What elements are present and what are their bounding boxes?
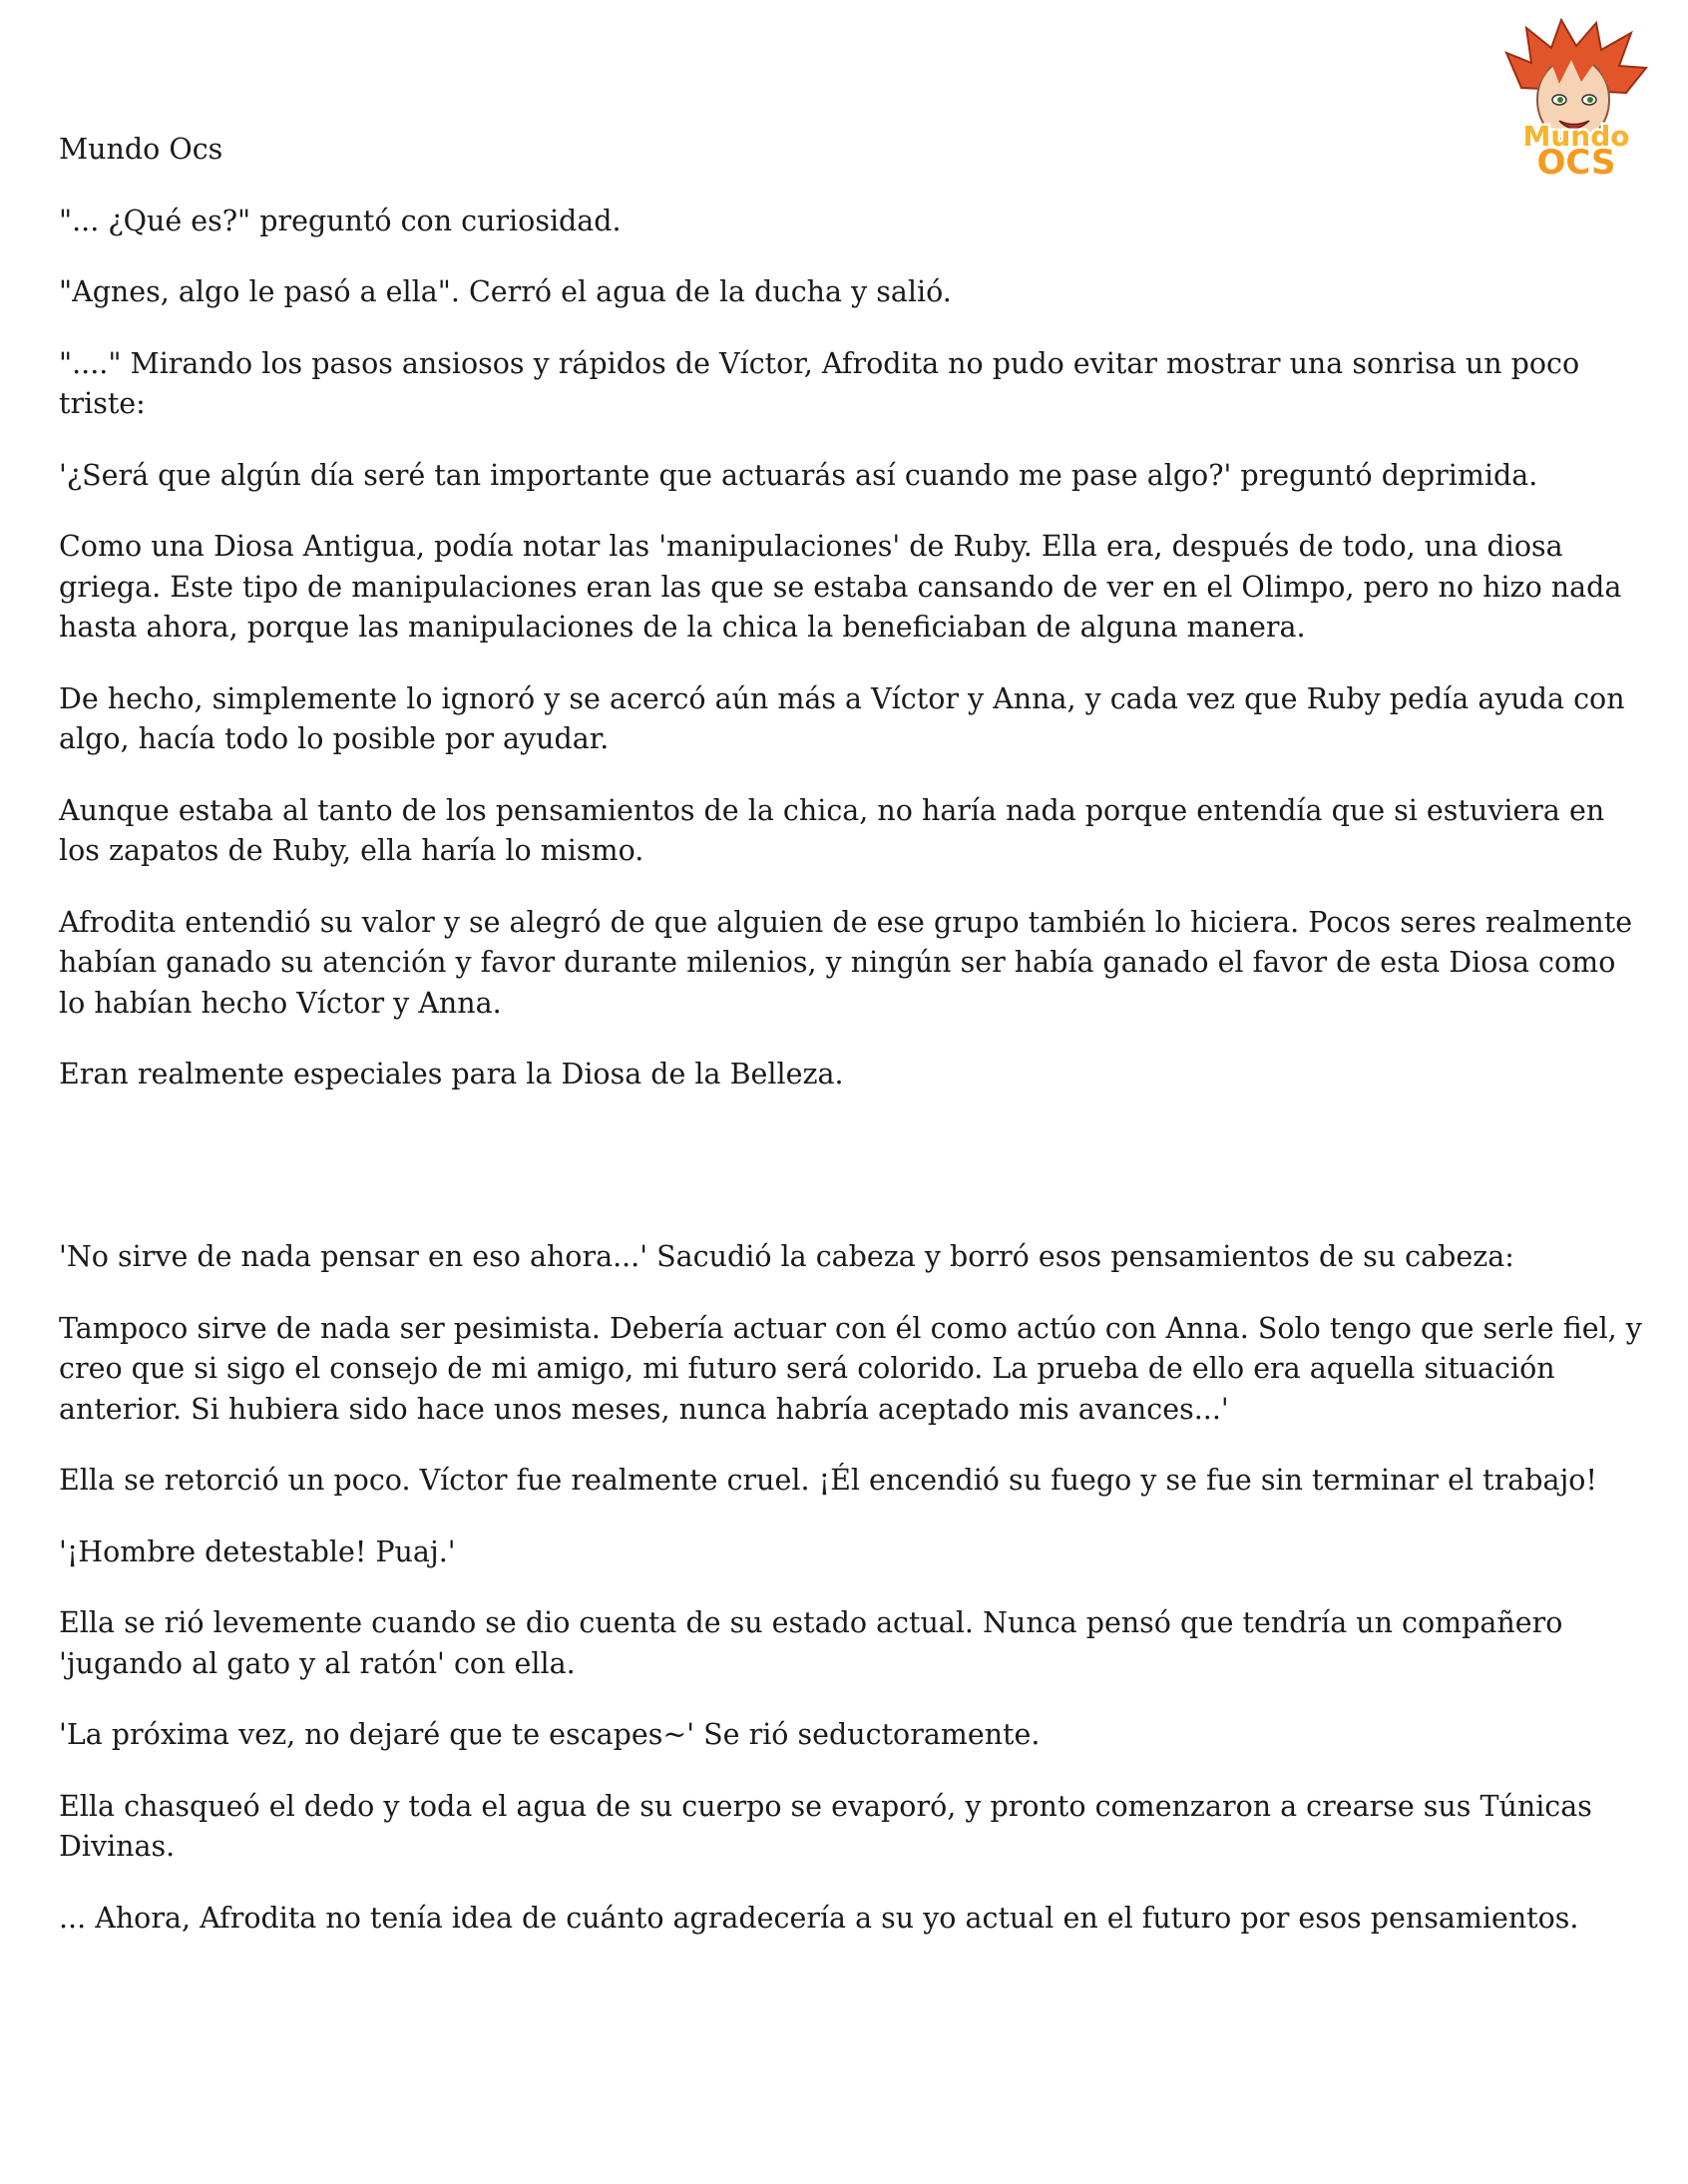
paragraph: Ella se retorció un poco. Víctor fue realmente cruel. ¡Él encendió su fuego y se fue sin terminar el trabajo!: [59, 1464, 1597, 1497]
paragraph: De hecho, simplemente lo ignoró y se acercó aún más a Víctor y Anna, y cada vez que Ruby pedía ayuda con algo, hacía todo lo posible por ayudar.: [59, 681, 1625, 755]
text-block-part1: [59, 130, 1645, 1126]
paragraph: Como una Diosa Antigua, podía notar las 'manipulaciones' de Ruby. Ella era, después de todo, una diosa griega. Este tipo de manipulaciones eran las que se estaba cansando de ver en el Olimpo, pero no hizo nada hasta ahora, porque las manipulaciones de la chica la beneficiaban de alguna manera.: [59, 530, 1622, 644]
paragraph: Eran realmente especiales para la Diosa de la Belleza.: [59, 1058, 844, 1091]
paragraph: Aunque estaba al tanto de los pensamientos de la chica, no haría nada porque entendía que si estuviera en los zapatos de Ruby, ella haría lo mismo.: [59, 793, 1605, 867]
site-name-heading: Mundo Ocs: [59, 133, 223, 166]
paragraph: Ella se rió levemente cuando se dio cuenta de su estado actual. Nunca pensó que tendría un compañero 'jugando al gato y al ratón' con ella.: [59, 1606, 1563, 1680]
logo-text-top: Mundo: [1522, 120, 1630, 153]
paragraph: ... Ahora, Afrodita no tenía idea de cuánto agradecería a su yo actual en el futuro por esos pensamientos.: [59, 1901, 1579, 1935]
paragraph: '¿Será que algún día seré tan importante que actuarás así cuando me pase algo?' preguntó deprimida.: [59, 458, 1538, 492]
paragraph: '¡Hombre detestable! Puaj.': [59, 1534, 456, 1568]
paragraph: 'La próxima vez, no dejaré que te escapes~' Se rió seductoramente.: [59, 1718, 1041, 1751]
paragraph: "Agnes, algo le pasó a ella". Cerró el agua de la ducha y salió.: [59, 275, 952, 308]
logo-text-bottom: OCS: [1536, 143, 1616, 180]
paragraph: Afrodita entendió su valor y se alegró de que alguien de ese grupo también lo hiciera. Pocos seres realmente habían ganado su atención y favor durante milenios, y ningún ser había ganado el favor de esta Diosa como lo habían hecho Víctor y Anna.: [59, 905, 1633, 1020]
text-block-part2: [59, 1237, 1645, 1969]
paragraph: Ella chasqueó el dedo y toda el agua de su cuerpo se evaporó, y pronto comenzaron a crearse sus Túnicas Divinas.: [59, 1789, 1592, 1863]
paragraph: "...." Mirando los pasos ansiosos y rápidos de Víctor, Afrodita no pudo evitar mostrar una sonrisa un poco triste:: [59, 346, 1580, 420]
paragraph: 'No sirve de nada pensar en eso ahora...' Sacudió la cabeza y borró esos pensamientos de su cabeza:: [59, 1240, 1514, 1273]
paragraph: Tampoco sirve de nada ser pesimista. Debería actuar con él como actúo con Anna. Solo tengo que serle fiel, y creo que si sigo el consejo de mi amigo, mi futuro será colorido. La prueba de ello era aquella situación anterior. Si hubiera sido hace unos meses, nunca habría aceptado mis avances...': [59, 1311, 1642, 1426]
paragraph: "... ¿Qué es?" preguntó con curiosidad.: [59, 204, 622, 237]
